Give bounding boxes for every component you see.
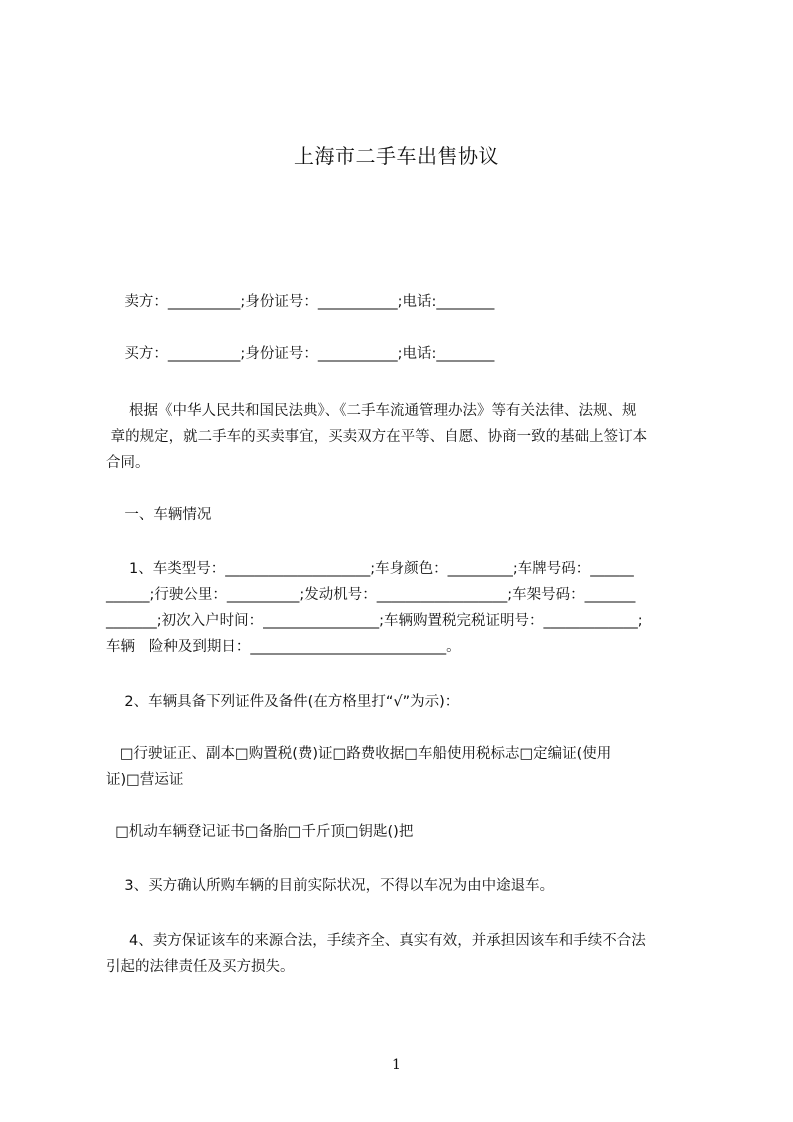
buyer-info-line: 买方：__________;身份证号：___________;电话:________	[106, 346, 495, 362]
clause-1-line-4: 车辆 险种及到期日：___________________________。	[106, 639, 461, 655]
clause-1-line-3: _______;初次入户时间：________________;车辆购置税完税证明号：_____________;	[106, 613, 643, 629]
seller-info-line: 卖方：__________;身份证号：___________;电话:________	[106, 294, 495, 310]
clause-4-line-2: 引起的法律责任及买方损失。	[106, 959, 295, 975]
clause-3: 3、买方确认所购车辆的目前实际状况，不得以车况为由中途退车。	[106, 878, 555, 894]
documents-checklist-line-1: □行驶证正、副本□购置税(费)证□路费收据□车船使用税标志□定编证(使用	[106, 746, 612, 762]
clause-2-heading: 2、车辆具备下列证件及备件(在方格里打“√”为示)：	[106, 694, 460, 710]
preamble-line-2: 章的规定，就二手车的买卖事宜，买卖双方在平等、自愿、协商一致的基础上签订本	[106, 429, 648, 445]
document-title: 上海市二手车出售协议	[294, 144, 499, 168]
preamble-line-3: 合同。	[106, 455, 150, 471]
section-heading-vehicle: 一、车辆情况	[106, 507, 212, 523]
clause-4-line-1: 4、卖方保证该车的来源合法，手续齐全、真实有效，并承担因该车和手续不合法	[106, 933, 646, 949]
clause-1-line-1: 1、车类型号：____________________;车身颜色：_________;车牌号码：______	[106, 561, 634, 577]
preamble-line-1: 根据《中华人民共和国民法典》、《二手车流通管理办法》等有关法律、法规、规	[106, 403, 637, 419]
documents-checklist-line-2: 证)□营运证	[106, 772, 184, 788]
spare-parts-checklist: □机动车辆登记证书□备胎□千斤顶□钥匙()把	[106, 824, 414, 840]
page-number: 1	[392, 1057, 401, 1073]
clause-1-line-2: ______;行驶公里：__________;发动机号：__________________;车架号码：_______	[106, 587, 636, 603]
